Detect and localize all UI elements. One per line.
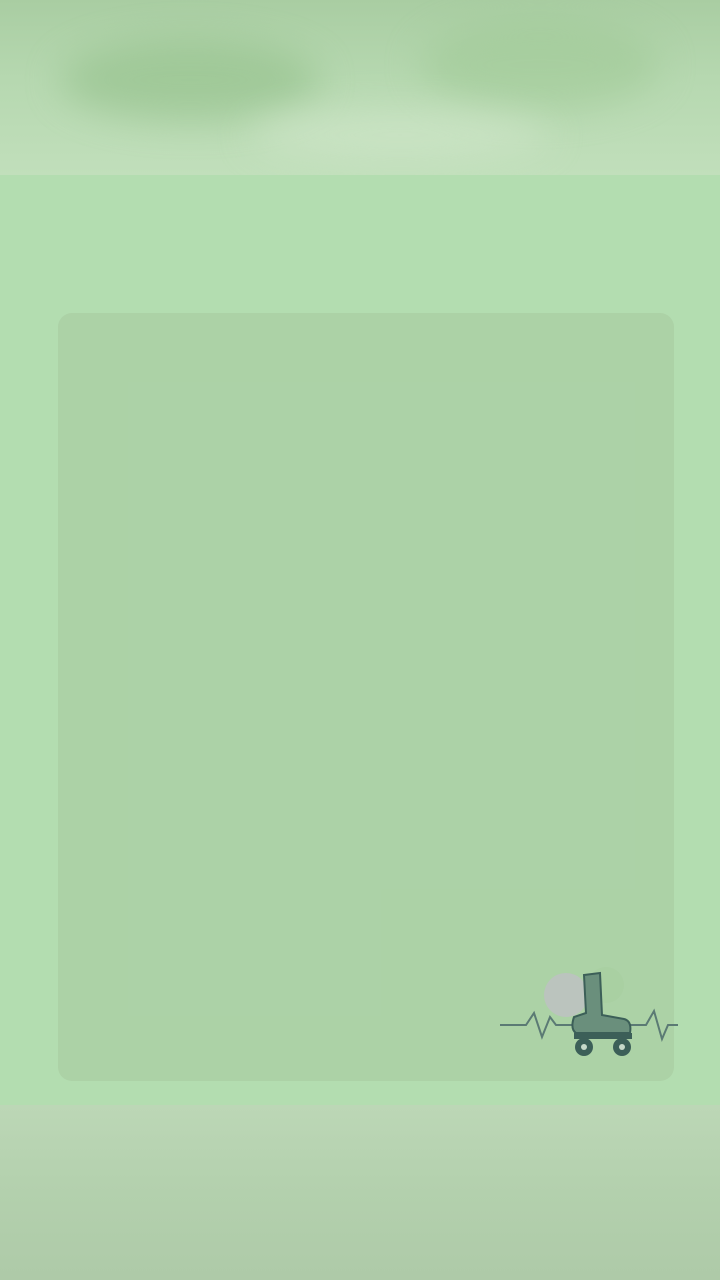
- logo: [496, 955, 680, 1105]
- blurred-background-bottom: [0, 1105, 720, 1280]
- roller-skate-icon: [496, 955, 680, 1065]
- blurred-background-top: [0, 0, 720, 175]
- calendar-poster: [0, 175, 720, 1105]
